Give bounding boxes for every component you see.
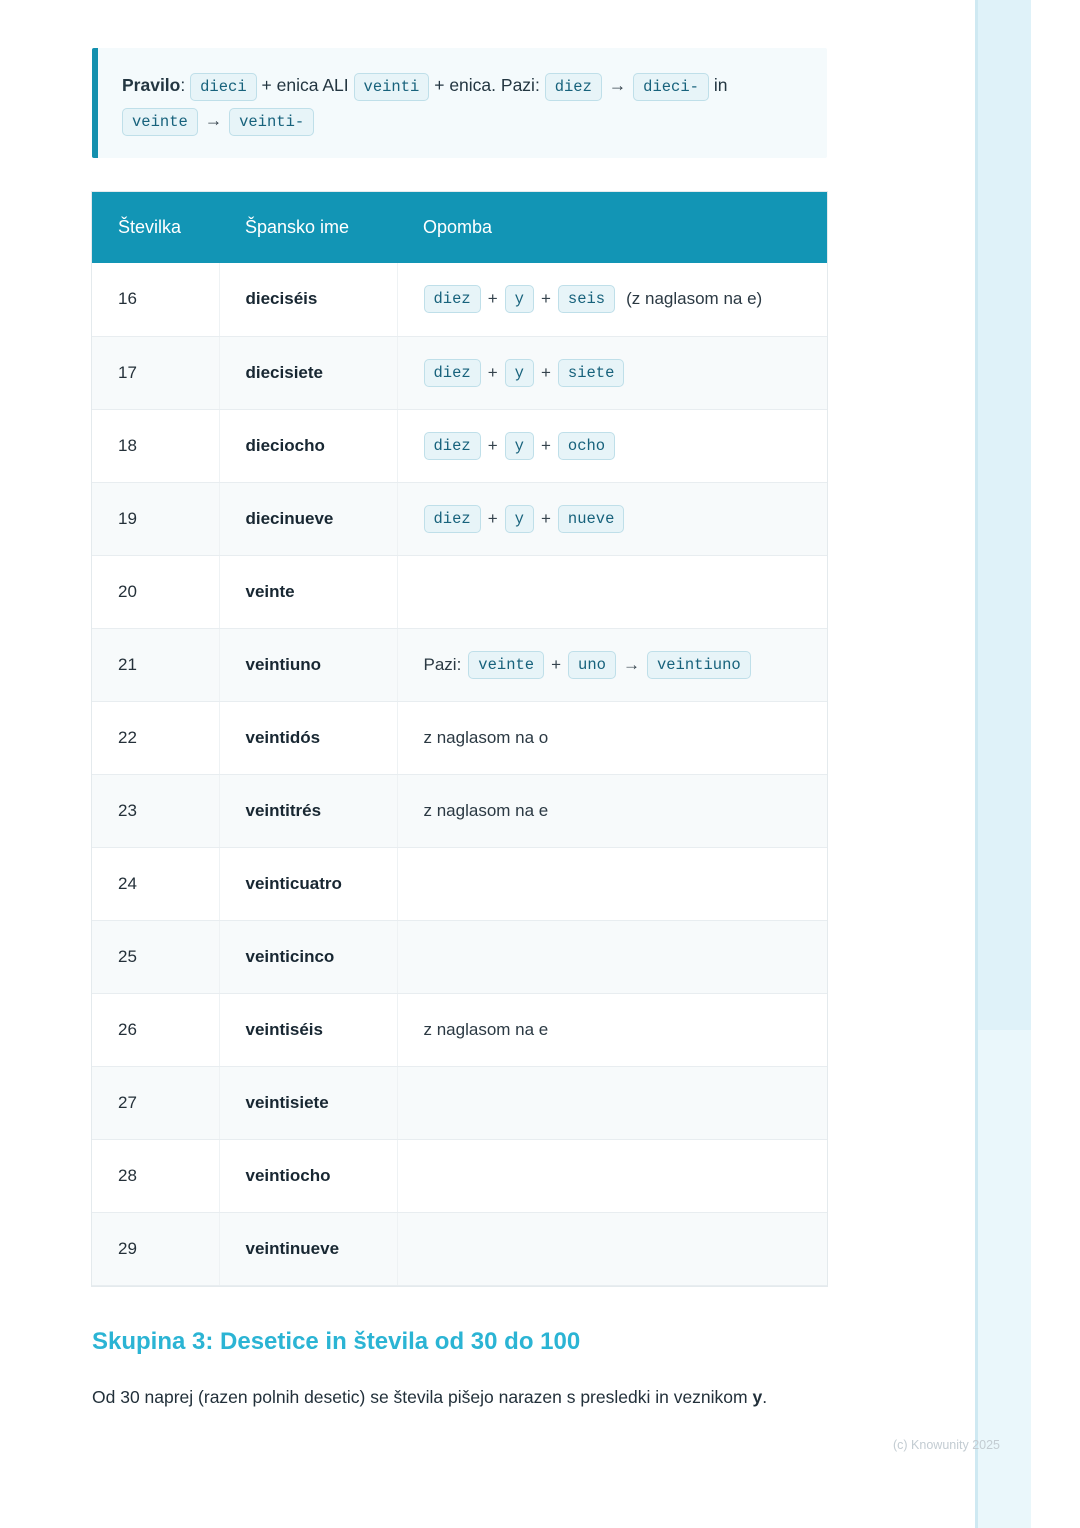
note-chip: diez bbox=[424, 359, 481, 387]
table-row bbox=[92, 1066, 827, 1139]
cell-spanish-name: dieciséis bbox=[219, 263, 397, 336]
cell-note bbox=[397, 336, 827, 409]
note-chip: siete bbox=[558, 359, 625, 387]
cell-note bbox=[397, 409, 827, 482]
table-header-row bbox=[92, 192, 827, 263]
right-margin-strip-upper bbox=[975, 0, 1031, 1030]
note-formula bbox=[424, 285, 802, 313]
cell-number: 20 bbox=[92, 555, 219, 628]
rule-chip-veinti-prefix: veinti- bbox=[229, 108, 314, 136]
note-formula bbox=[424, 505, 802, 533]
rule-alt: ALI bbox=[322, 75, 349, 95]
note-text: z naglasom na e bbox=[423, 800, 549, 820]
page-content bbox=[92, 48, 827, 1414]
right-margin-divider bbox=[975, 0, 978, 1528]
cell-number: 22 bbox=[92, 701, 219, 774]
note-chip: veinte bbox=[468, 651, 544, 679]
table-body bbox=[92, 263, 827, 1285]
note-chip: uno bbox=[568, 651, 616, 679]
cell-number: 21 bbox=[92, 628, 219, 701]
rule-word-2: enica. bbox=[449, 75, 497, 95]
cell-note bbox=[397, 993, 827, 1066]
note-formula bbox=[424, 651, 802, 679]
rule-pazi: Pazi: bbox=[500, 75, 540, 95]
cell-note bbox=[397, 1066, 827, 1139]
table-row bbox=[92, 628, 827, 701]
note-formula bbox=[424, 432, 802, 460]
note-plus-icon: + bbox=[551, 654, 562, 674]
note-plus-icon: + bbox=[540, 289, 551, 309]
table-row bbox=[92, 482, 827, 555]
cell-spanish-name: veintiocho bbox=[219, 1139, 397, 1212]
rule-chip-dieci: dieci bbox=[190, 73, 257, 101]
note-chip: seis bbox=[558, 285, 615, 313]
note-chip: diez bbox=[424, 432, 481, 460]
cell-spanish-name: veintinueve bbox=[219, 1212, 397, 1285]
cell-note bbox=[397, 555, 827, 628]
cell-number: 27 bbox=[92, 1066, 219, 1139]
cell-spanish-name: diecinueve bbox=[219, 482, 397, 555]
cell-note bbox=[397, 847, 827, 920]
cell-number: 29 bbox=[92, 1212, 219, 1285]
cell-spanish-name: veintiuno bbox=[219, 628, 397, 701]
table-row bbox=[92, 847, 827, 920]
cell-spanish-name: veinticuatro bbox=[219, 847, 397, 920]
paragraph-text-after: . bbox=[762, 1386, 768, 1407]
cell-spanish-name: veintiséis bbox=[219, 993, 397, 1066]
cell-note bbox=[397, 774, 827, 847]
cell-note bbox=[397, 920, 827, 993]
cell-note bbox=[397, 628, 827, 701]
cell-number: 25 bbox=[92, 920, 219, 993]
note-text: z naglasom na o bbox=[423, 727, 549, 747]
cell-spanish-name: veintidós bbox=[219, 701, 397, 774]
rule-plus-1: + bbox=[261, 75, 272, 95]
paragraph-text-before: Od 30 naprej (razen polnih desetic) se števila pišejo narazen s presledki in veznikom bbox=[92, 1386, 753, 1407]
cell-spanish-name: veinte bbox=[219, 555, 397, 628]
cell-number: 19 bbox=[92, 482, 219, 555]
table-row bbox=[92, 920, 827, 993]
cell-number: 16 bbox=[92, 263, 219, 336]
cell-spanish-name: veintisiete bbox=[219, 1066, 397, 1139]
table-row bbox=[92, 1139, 827, 1212]
note-tail-text: (z naglasom na e) bbox=[626, 289, 763, 309]
note-chip: veintiuno bbox=[647, 651, 751, 679]
table-row bbox=[92, 774, 827, 847]
rule-label: Pravilo bbox=[122, 75, 181, 95]
table-row bbox=[92, 1212, 827, 1285]
cell-spanish-name: diecisiete bbox=[219, 336, 397, 409]
table-row bbox=[92, 409, 827, 482]
note-chip: ocho bbox=[558, 432, 615, 460]
rule-word-1: enica bbox=[276, 75, 319, 95]
rule-chip-veinti: veinti bbox=[354, 73, 430, 101]
cell-number: 26 bbox=[92, 993, 219, 1066]
numbers-table bbox=[92, 192, 827, 1286]
cell-note bbox=[397, 482, 827, 555]
cell-note bbox=[397, 1139, 827, 1212]
cell-number: 24 bbox=[92, 847, 219, 920]
note-chip: diez bbox=[424, 285, 481, 313]
note-chip: y bbox=[505, 285, 534, 313]
rule-colon: : bbox=[180, 75, 186, 95]
rule-chip-veinte: veinte bbox=[122, 108, 198, 136]
note-chip: y bbox=[505, 505, 534, 533]
cell-spanish-name: veintitrés bbox=[219, 774, 397, 847]
watermark: (c) Knowunity 2025 bbox=[893, 1438, 1001, 1452]
arrow-right-icon-2: → bbox=[204, 110, 223, 130]
note-plus-icon: + bbox=[487, 508, 498, 528]
cell-number: 17 bbox=[92, 336, 219, 409]
note-plus-icon: + bbox=[487, 289, 498, 309]
table-row bbox=[92, 336, 827, 409]
paragraph-bold-term: y bbox=[752, 1386, 763, 1407]
rule-chip-dieci-prefix: dieci- bbox=[633, 73, 709, 101]
section-heading: Skupina 3: Desetice in števila od 30 do 100 bbox=[92, 1327, 581, 1355]
table-row bbox=[92, 701, 827, 774]
rule-callout bbox=[92, 48, 827, 158]
note-plus-icon: + bbox=[540, 362, 551, 382]
note-plus-icon: + bbox=[487, 362, 498, 382]
note-text: z naglasom na e bbox=[423, 1019, 549, 1039]
note-plus-icon: + bbox=[487, 435, 498, 455]
rule-plus-2: + bbox=[434, 75, 445, 95]
arrow-right-icon: → bbox=[622, 654, 640, 674]
cell-number: 28 bbox=[92, 1139, 219, 1212]
rule-in: in bbox=[713, 75, 728, 95]
cell-spanish-name: veinticinco bbox=[219, 920, 397, 993]
cell-number: 18 bbox=[92, 409, 219, 482]
column-header-number: Številka bbox=[92, 192, 219, 263]
table-row bbox=[92, 555, 827, 628]
column-header-spanish-name: Špansko ime bbox=[219, 192, 397, 263]
column-header-note: Opomba bbox=[397, 192, 827, 263]
cell-spanish-name: dieciocho bbox=[219, 409, 397, 482]
cell-note bbox=[397, 263, 827, 336]
table-row bbox=[92, 993, 827, 1066]
note-chip: y bbox=[505, 432, 534, 460]
note-plus-icon: + bbox=[540, 435, 551, 455]
note-chip: diez bbox=[424, 505, 481, 533]
cell-number: 23 bbox=[92, 774, 219, 847]
note-formula bbox=[424, 359, 802, 387]
arrow-right-icon: → bbox=[608, 75, 627, 95]
note-chip: y bbox=[505, 359, 534, 387]
note-chip: nueve bbox=[558, 505, 625, 533]
rule-chip-diez: diez bbox=[545, 73, 602, 101]
table-row bbox=[92, 263, 827, 336]
cell-note bbox=[397, 1212, 827, 1285]
section-paragraph bbox=[92, 1380, 827, 1414]
note-prefix: Pazi: bbox=[423, 654, 462, 674]
cell-note bbox=[397, 701, 827, 774]
note-plus-icon: + bbox=[540, 508, 551, 528]
